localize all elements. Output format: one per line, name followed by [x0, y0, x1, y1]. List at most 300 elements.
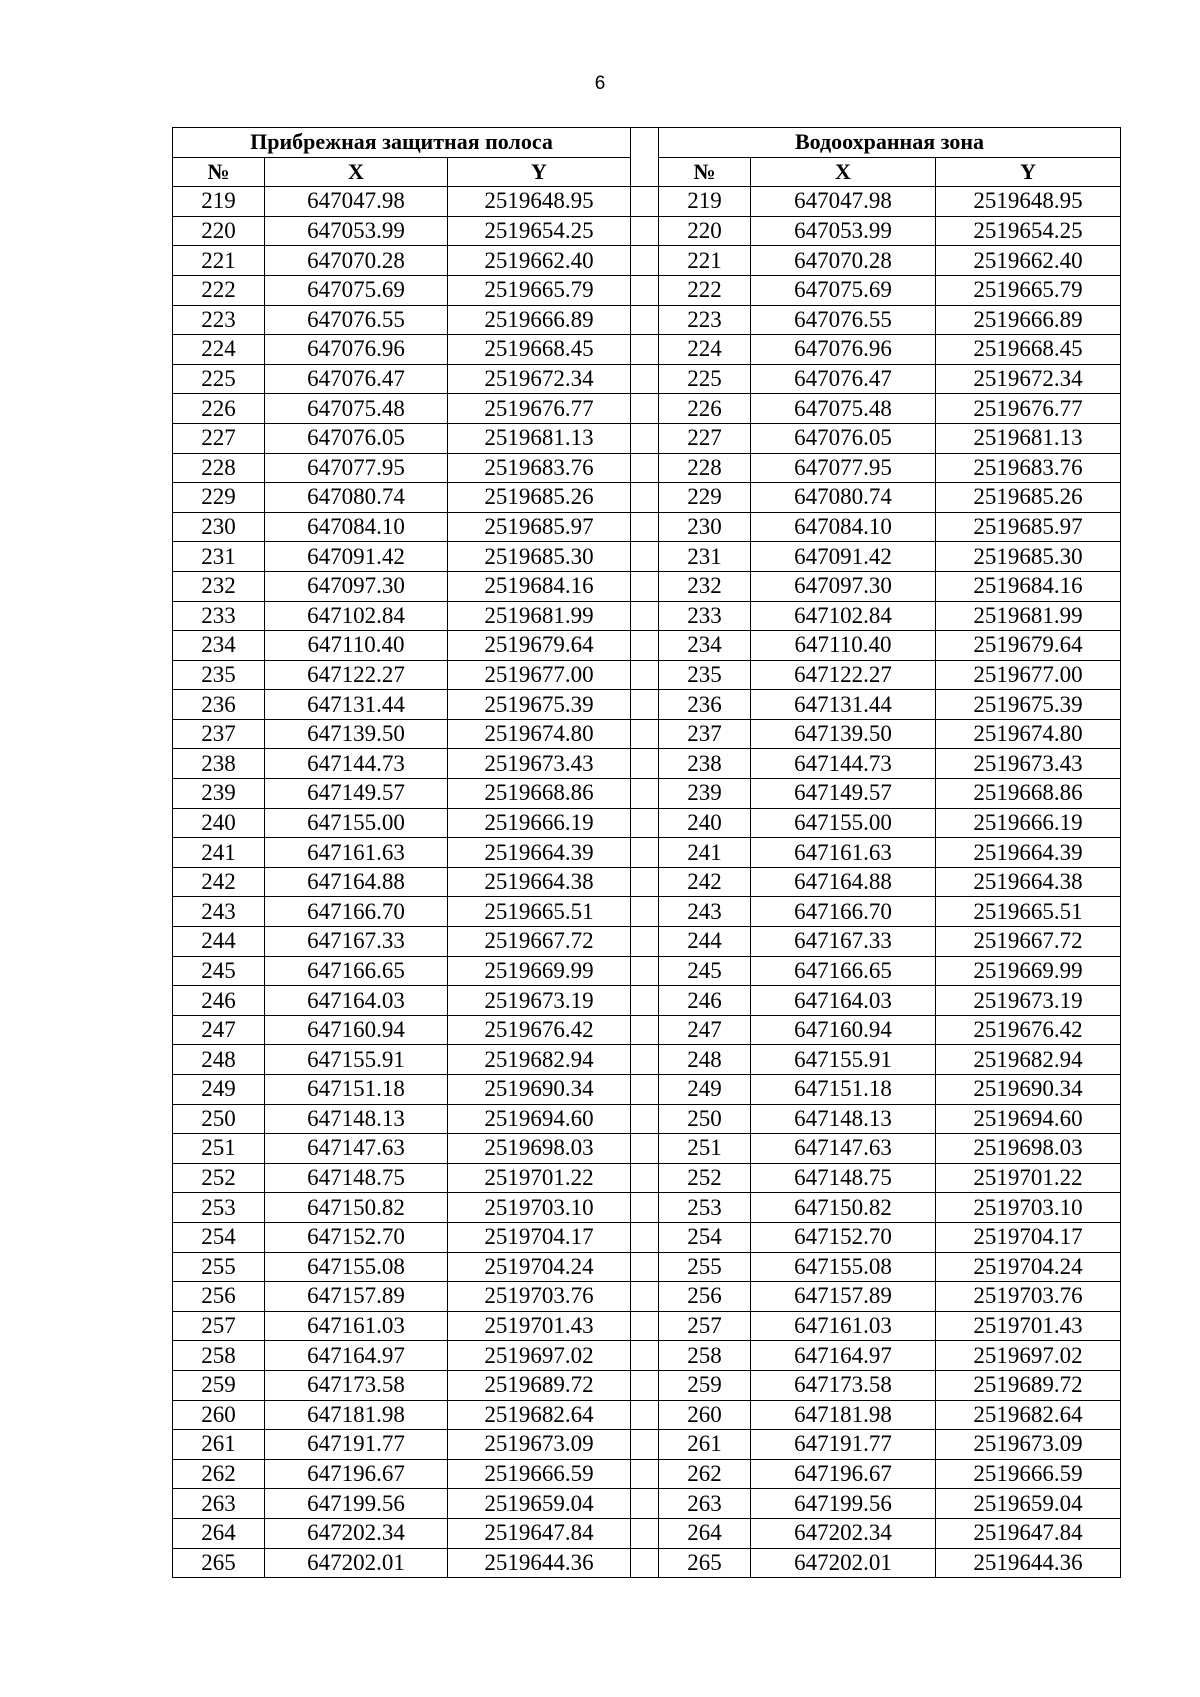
- coord-y: 2519685.26: [936, 483, 1121, 513]
- coord-x: 647070.28: [265, 246, 448, 276]
- coord-x: 647091.42: [265, 542, 448, 572]
- coord-y: 2519694.60: [448, 1104, 631, 1134]
- column-gap: [631, 1134, 659, 1164]
- point-number: 224: [659, 335, 751, 365]
- coord-x: 647161.63: [751, 838, 936, 868]
- coord-x: 647157.89: [265, 1282, 448, 1312]
- point-number: 221: [659, 246, 751, 276]
- coord-y: 2519701.43: [448, 1311, 631, 1341]
- point-number: 255: [659, 1252, 751, 1282]
- coord-x: 647084.10: [751, 512, 936, 542]
- point-number: 243: [173, 897, 265, 927]
- coord-x: 647147.63: [751, 1134, 936, 1164]
- coord-x: 647097.30: [265, 571, 448, 601]
- coord-x: 647160.94: [265, 1015, 448, 1045]
- coord-x: 647161.03: [265, 1311, 448, 1341]
- coord-x: 647164.03: [751, 986, 936, 1016]
- point-number: 256: [659, 1282, 751, 1312]
- column-gap: [631, 246, 659, 276]
- coord-x: 647091.42: [751, 542, 936, 572]
- point-number: 257: [173, 1311, 265, 1341]
- point-number: 254: [659, 1222, 751, 1252]
- coord-x: 647122.27: [265, 660, 448, 690]
- table-row: [173, 1548, 1121, 1578]
- coord-y: 2519672.34: [936, 364, 1121, 394]
- point-number: 235: [659, 660, 751, 690]
- table-row: [173, 571, 1121, 601]
- coord-x: 647167.33: [751, 927, 936, 957]
- coord-x: 647075.69: [751, 275, 936, 305]
- coord-x: 647076.55: [265, 305, 448, 335]
- coord-x: 647196.67: [265, 1459, 448, 1489]
- point-number: 244: [659, 927, 751, 957]
- point-number: 242: [659, 867, 751, 897]
- coord-x: 647202.01: [751, 1548, 936, 1578]
- point-number: 223: [659, 305, 751, 335]
- coord-x: 647110.40: [265, 631, 448, 661]
- column-gap: [631, 394, 659, 424]
- coord-y: 2519664.38: [936, 867, 1121, 897]
- coord-y: 2519675.39: [448, 690, 631, 720]
- column-gap: [631, 1341, 659, 1371]
- table-row: [173, 1282, 1121, 1312]
- coord-y: 2519673.09: [448, 1430, 631, 1460]
- coord-y: 2519667.72: [448, 927, 631, 957]
- point-number: 251: [659, 1134, 751, 1164]
- coord-x: 647164.88: [751, 867, 936, 897]
- column-gap: [631, 897, 659, 927]
- point-number: 230: [659, 512, 751, 542]
- table-row: [173, 423, 1121, 453]
- coord-y: 2519662.40: [936, 246, 1121, 276]
- coord-x: 647196.67: [751, 1459, 936, 1489]
- point-number: 241: [173, 838, 265, 868]
- coord-x: 647148.75: [751, 1163, 936, 1193]
- coord-x: 647150.82: [751, 1193, 936, 1223]
- point-number: 234: [173, 631, 265, 661]
- coord-y: 2519677.00: [936, 660, 1121, 690]
- table-row: [173, 1370, 1121, 1400]
- column-gap: [631, 1548, 659, 1578]
- coord-y: 2519689.72: [448, 1370, 631, 1400]
- coord-y: 2519703.76: [448, 1282, 631, 1312]
- coord-x: 647166.65: [265, 956, 448, 986]
- coord-y: 2519648.95: [448, 187, 631, 217]
- column-gap: [631, 1489, 659, 1519]
- table-row: [173, 1163, 1121, 1193]
- table-row: [173, 1015, 1121, 1045]
- table-row: [173, 216, 1121, 246]
- coord-y: 2519669.99: [448, 956, 631, 986]
- coord-x: 647075.48: [265, 394, 448, 424]
- coord-x: 647161.03: [751, 1311, 936, 1341]
- coord-x: 647191.77: [751, 1430, 936, 1460]
- column-gap: [631, 986, 659, 1016]
- coord-x: 647155.08: [265, 1252, 448, 1282]
- point-number: 258: [173, 1341, 265, 1371]
- coord-y: 2519659.04: [448, 1489, 631, 1519]
- coord-x: 647084.10: [265, 512, 448, 542]
- column-header-y: Y: [448, 157, 631, 187]
- coord-x: 647131.44: [265, 690, 448, 720]
- point-number: 254: [173, 1222, 265, 1252]
- point-number: 228: [173, 453, 265, 483]
- table-row: [173, 1518, 1121, 1548]
- coord-y: 2519682.64: [448, 1400, 631, 1430]
- column-gap: [631, 927, 659, 957]
- coord-y: 2519704.17: [448, 1222, 631, 1252]
- point-number: 227: [659, 423, 751, 453]
- point-number: 249: [659, 1075, 751, 1105]
- coord-y: 2519676.42: [448, 1015, 631, 1045]
- coord-x: 647161.63: [265, 838, 448, 868]
- coord-x: 647164.97: [751, 1341, 936, 1371]
- point-number: 247: [173, 1015, 265, 1045]
- coord-x: 647155.91: [751, 1045, 936, 1075]
- point-number: 253: [173, 1193, 265, 1223]
- coord-y: 2519668.86: [936, 779, 1121, 809]
- point-number: 243: [659, 897, 751, 927]
- point-number: 246: [173, 986, 265, 1016]
- coord-y: 2519647.84: [448, 1518, 631, 1548]
- point-number: 221: [173, 246, 265, 276]
- coord-x: 647155.00: [265, 808, 448, 838]
- point-number: 238: [659, 749, 751, 779]
- coord-y: 2519664.38: [448, 867, 631, 897]
- coord-y: 2519666.59: [936, 1459, 1121, 1489]
- point-number: 262: [173, 1459, 265, 1489]
- point-number: 247: [659, 1015, 751, 1045]
- table-row: [173, 512, 1121, 542]
- column-gap: [631, 1430, 659, 1460]
- column-gap: [631, 423, 659, 453]
- table-row: [173, 719, 1121, 749]
- table-row: [173, 1341, 1121, 1371]
- point-number: 263: [659, 1489, 751, 1519]
- coord-x: 647149.57: [265, 779, 448, 809]
- table-row: [173, 690, 1121, 720]
- coord-x: 647173.58: [265, 1370, 448, 1400]
- point-number: 255: [173, 1252, 265, 1282]
- coord-x: 647160.94: [751, 1015, 936, 1045]
- point-number: 260: [659, 1400, 751, 1430]
- column-gap: [631, 275, 659, 305]
- coord-x: 647076.47: [265, 364, 448, 394]
- column-gap: [631, 1045, 659, 1075]
- column-gap: [631, 305, 659, 335]
- coord-y: 2519669.99: [936, 956, 1121, 986]
- point-number: 240: [173, 808, 265, 838]
- coord-x: 647102.84: [265, 601, 448, 631]
- coord-x: 647173.58: [751, 1370, 936, 1400]
- coord-x: 647076.05: [751, 423, 936, 453]
- coord-x: 647181.98: [751, 1400, 936, 1430]
- point-number: 265: [173, 1548, 265, 1578]
- coord-y: 2519701.22: [936, 1163, 1121, 1193]
- coord-y: 2519685.30: [936, 542, 1121, 572]
- table-row: [173, 1134, 1121, 1164]
- point-number: 237: [659, 719, 751, 749]
- coord-x: 647148.75: [265, 1163, 448, 1193]
- point-number: 264: [173, 1518, 265, 1548]
- point-number: 225: [173, 364, 265, 394]
- coord-y: 2519667.72: [936, 927, 1121, 957]
- table-row: [173, 1430, 1121, 1460]
- table-row: [173, 779, 1121, 809]
- point-number: 225: [659, 364, 751, 394]
- table-row: [173, 305, 1121, 335]
- table-row: [173, 335, 1121, 365]
- coord-x: 647080.74: [265, 483, 448, 513]
- point-number: 252: [173, 1163, 265, 1193]
- point-number: 241: [659, 838, 751, 868]
- column-gap: [631, 1015, 659, 1045]
- column-gap: [631, 1459, 659, 1489]
- point-number: 263: [173, 1489, 265, 1519]
- point-number: 235: [173, 660, 265, 690]
- point-number: 256: [173, 1282, 265, 1312]
- coord-x: 647148.13: [265, 1104, 448, 1134]
- coord-x: 647075.48: [751, 394, 936, 424]
- point-number: 228: [659, 453, 751, 483]
- point-number: 229: [659, 483, 751, 513]
- coord-x: 647155.08: [751, 1252, 936, 1282]
- coord-y: 2519676.42: [936, 1015, 1121, 1045]
- section-title-row: [173, 128, 1121, 158]
- coord-y: 2519648.95: [936, 187, 1121, 217]
- coord-y: 2519676.77: [448, 394, 631, 424]
- coord-y: 2519659.04: [936, 1489, 1121, 1519]
- coord-y: 2519682.64: [936, 1400, 1121, 1430]
- coord-y: 2519666.59: [448, 1459, 631, 1489]
- point-number: 261: [173, 1430, 265, 1460]
- point-number: 239: [659, 779, 751, 809]
- coord-y: 2519676.77: [936, 394, 1121, 424]
- column-gap: [631, 1252, 659, 1282]
- coord-x: 647166.70: [751, 897, 936, 927]
- coord-x: 647077.95: [265, 453, 448, 483]
- column-gap: [631, 128, 659, 187]
- coord-x: 647076.47: [751, 364, 936, 394]
- coord-x: 647139.50: [751, 719, 936, 749]
- coord-x: 647110.40: [751, 631, 936, 661]
- table-row: [173, 956, 1121, 986]
- coord-y: 2519674.80: [448, 719, 631, 749]
- coord-x: 647097.30: [751, 571, 936, 601]
- coord-y: 2519704.24: [936, 1252, 1121, 1282]
- table-row: [173, 1459, 1121, 1489]
- column-gap: [631, 187, 659, 217]
- coord-y: 2519673.19: [936, 986, 1121, 1016]
- point-number: 233: [173, 601, 265, 631]
- coord-y: 2519681.13: [448, 423, 631, 453]
- point-number: 245: [659, 956, 751, 986]
- column-gap: [631, 1075, 659, 1105]
- column-gap: [631, 571, 659, 601]
- column-gap: [631, 1222, 659, 1252]
- point-number: 220: [659, 216, 751, 246]
- table-row: [173, 364, 1121, 394]
- coord-x: 647076.05: [265, 423, 448, 453]
- column-header-num: №: [173, 157, 265, 187]
- coord-y: 2519666.89: [448, 305, 631, 335]
- coord-y: 2519662.40: [448, 246, 631, 276]
- column-header-x: X: [265, 157, 448, 187]
- table-row: [173, 1193, 1121, 1223]
- column-gap: [631, 216, 659, 246]
- point-number: 259: [173, 1370, 265, 1400]
- point-number: 251: [173, 1134, 265, 1164]
- column-gap: [631, 483, 659, 513]
- point-number: 226: [173, 394, 265, 424]
- coord-x: 647149.57: [751, 779, 936, 809]
- column-gap: [631, 749, 659, 779]
- coord-x: 647181.98: [265, 1400, 448, 1430]
- table-row: [173, 749, 1121, 779]
- coord-x: 647202.34: [265, 1518, 448, 1548]
- point-number: 249: [173, 1075, 265, 1105]
- coord-y: 2519664.39: [936, 838, 1121, 868]
- coord-x: 647202.01: [265, 1548, 448, 1578]
- coord-y: 2519683.76: [936, 453, 1121, 483]
- coord-y: 2519666.19: [448, 808, 631, 838]
- coord-x: 647122.27: [751, 660, 936, 690]
- table-row: [173, 246, 1121, 276]
- coord-y: 2519681.99: [448, 601, 631, 631]
- point-number: 240: [659, 808, 751, 838]
- page-number: 6: [594, 73, 606, 94]
- table-row: [173, 1252, 1121, 1282]
- coord-y: 2519644.36: [448, 1548, 631, 1578]
- point-number: 236: [659, 690, 751, 720]
- table-row: [173, 808, 1121, 838]
- point-number: 238: [173, 749, 265, 779]
- column-gap: [631, 1104, 659, 1134]
- point-number: 237: [173, 719, 265, 749]
- coord-y: 2519664.39: [448, 838, 631, 868]
- coord-y: 2519704.24: [448, 1252, 631, 1282]
- table-row: [173, 631, 1121, 661]
- point-number: 261: [659, 1430, 751, 1460]
- coord-y: 2519683.76: [448, 453, 631, 483]
- table-row: [173, 542, 1121, 572]
- coord-y: 2519672.34: [448, 364, 631, 394]
- point-number: 244: [173, 927, 265, 957]
- table-row: [173, 1489, 1121, 1519]
- coord-y: 2519673.43: [448, 749, 631, 779]
- coord-x: 647199.56: [751, 1489, 936, 1519]
- point-number: 232: [173, 571, 265, 601]
- section-title-water-protection-zone: Водоохранная зона: [659, 128, 1121, 158]
- coord-y: 2519673.19: [448, 986, 631, 1016]
- coord-y: 2519668.45: [448, 335, 631, 365]
- table-row: [173, 986, 1121, 1016]
- table-row: [173, 483, 1121, 513]
- point-number: 265: [659, 1548, 751, 1578]
- coord-x: 647151.18: [751, 1075, 936, 1105]
- coord-x: 647167.33: [265, 927, 448, 957]
- column-gap: [631, 1282, 659, 1312]
- coord-x: 647148.13: [751, 1104, 936, 1134]
- coord-x: 647191.77: [265, 1430, 448, 1460]
- coord-y: 2519682.94: [448, 1045, 631, 1075]
- table-row: [173, 1075, 1121, 1105]
- column-header-y: Y: [936, 157, 1121, 187]
- coord-x: 647047.98: [751, 187, 936, 217]
- point-number: 252: [659, 1163, 751, 1193]
- coord-x: 647155.00: [751, 808, 936, 838]
- coord-x: 647164.03: [265, 986, 448, 1016]
- table-row: [173, 1311, 1121, 1341]
- coord-x: 647076.96: [265, 335, 448, 365]
- column-gap: [631, 1193, 659, 1223]
- coord-y: 2519675.39: [936, 690, 1121, 720]
- table-row: [173, 601, 1121, 631]
- point-number: 246: [659, 986, 751, 1016]
- table-row: [173, 1045, 1121, 1075]
- coord-y: 2519685.30: [448, 542, 631, 572]
- coord-x: 647166.65: [751, 956, 936, 986]
- table-row: [173, 187, 1121, 217]
- coord-x: 647070.28: [751, 246, 936, 276]
- point-number: 250: [173, 1104, 265, 1134]
- column-gap: [631, 512, 659, 542]
- coord-y: 2519682.94: [936, 1045, 1121, 1075]
- coord-y: 2519701.22: [448, 1163, 631, 1193]
- coord-y: 2519665.79: [448, 275, 631, 305]
- coord-y: 2519684.16: [448, 571, 631, 601]
- coord-x: 647155.91: [265, 1045, 448, 1075]
- section-title-shore-protection-strip: Прибрежная защитная полоса: [173, 128, 631, 158]
- coord-x: 647077.95: [751, 453, 936, 483]
- point-number: 253: [659, 1193, 751, 1223]
- table-row: [173, 838, 1121, 868]
- column-gap: [631, 1370, 659, 1400]
- column-gap: [631, 1311, 659, 1341]
- coord-y: 2519703.10: [448, 1193, 631, 1223]
- coord-y: 2519673.43: [936, 749, 1121, 779]
- point-number: 220: [173, 216, 265, 246]
- coord-y: 2519665.51: [936, 897, 1121, 927]
- table-row: [173, 660, 1121, 690]
- point-number: 219: [173, 187, 265, 217]
- column-gap: [631, 631, 659, 661]
- coord-x: 647150.82: [265, 1193, 448, 1223]
- coord-x: 647080.74: [751, 483, 936, 513]
- point-number: 250: [659, 1104, 751, 1134]
- coord-y: 2519673.09: [936, 1430, 1121, 1460]
- coord-x: 647144.73: [751, 749, 936, 779]
- coord-y: 2519666.89: [936, 305, 1121, 335]
- point-number: 224: [173, 335, 265, 365]
- coord-x: 647151.18: [265, 1075, 448, 1105]
- table-row: [173, 1222, 1121, 1252]
- table-row: [173, 394, 1121, 424]
- coord-y: 2519666.19: [936, 808, 1121, 838]
- coord-y: 2519697.02: [448, 1341, 631, 1371]
- column-gap: [631, 1518, 659, 1548]
- coord-x: 647164.97: [265, 1341, 448, 1371]
- coord-y: 2519690.34: [448, 1075, 631, 1105]
- coord-x: 647053.99: [265, 216, 448, 246]
- coord-y: 2519679.64: [448, 631, 631, 661]
- coord-y: 2519647.84: [936, 1518, 1121, 1548]
- coord-x: 647139.50: [265, 719, 448, 749]
- point-number: 248: [659, 1045, 751, 1075]
- coord-y: 2519654.25: [448, 216, 631, 246]
- point-number: 259: [659, 1370, 751, 1400]
- coord-y: 2519697.02: [936, 1341, 1121, 1371]
